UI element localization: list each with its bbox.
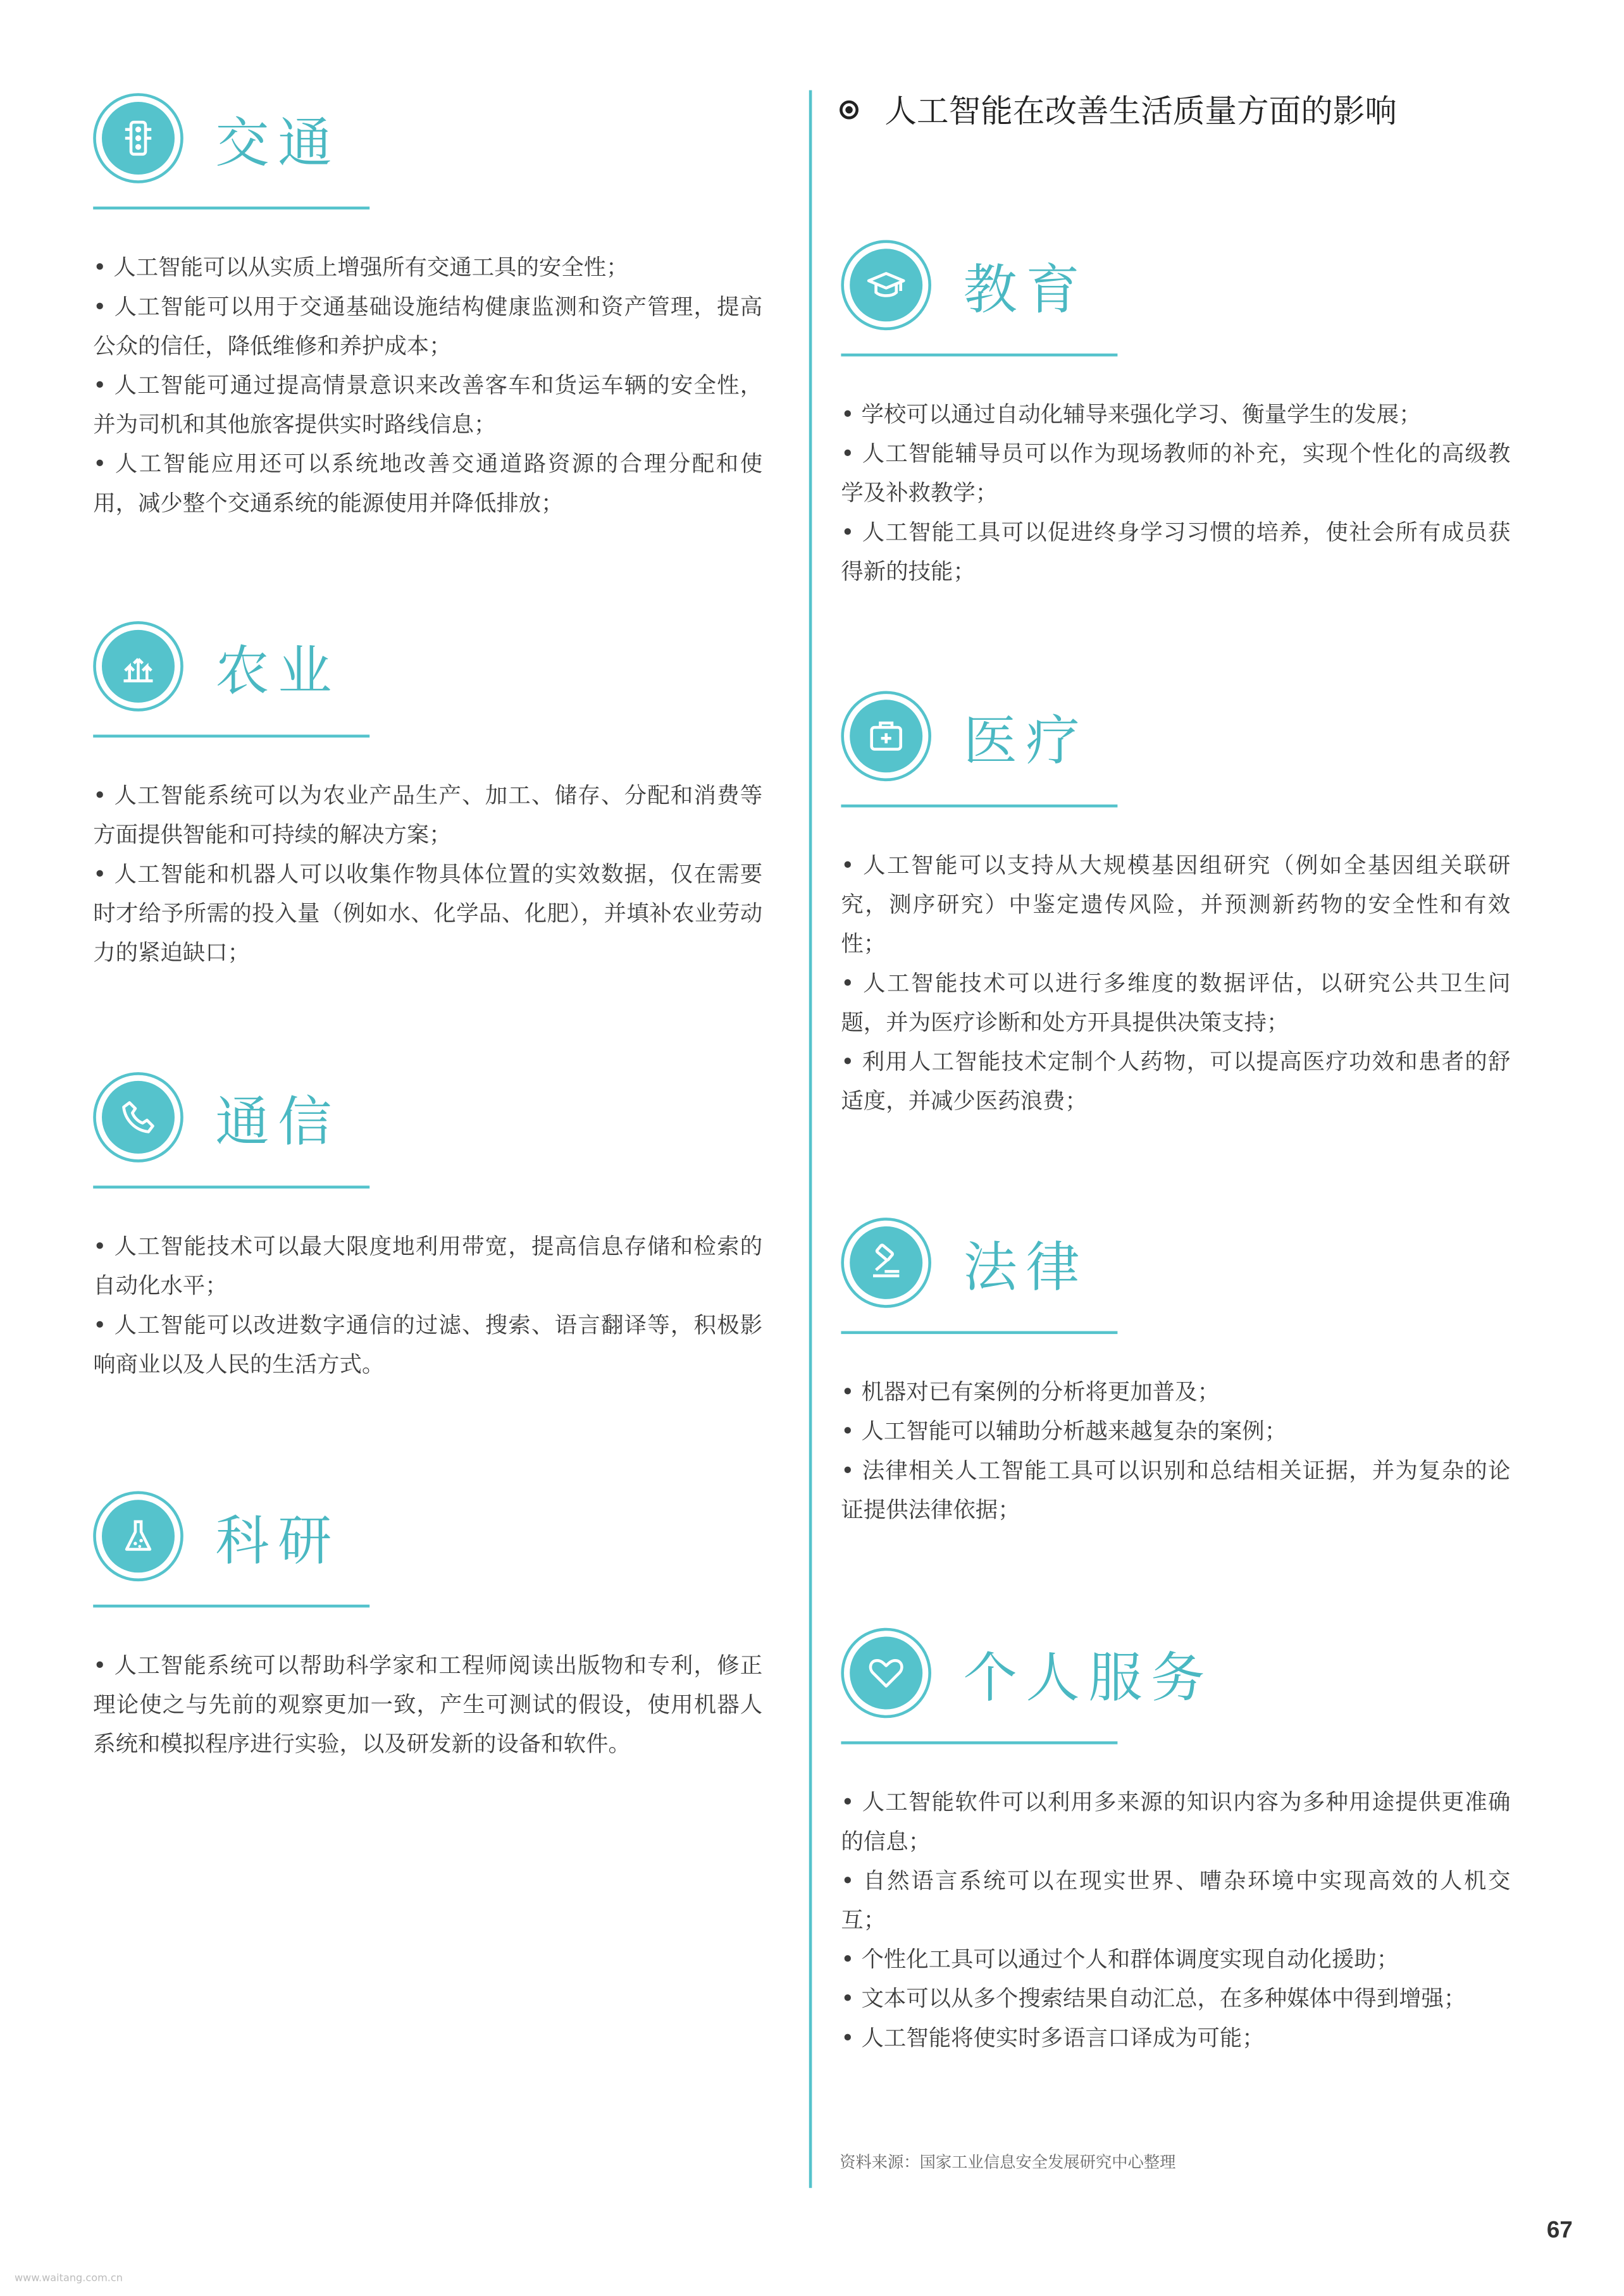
graduation-cap-icon [841, 240, 931, 331]
section-rule [841, 805, 1117, 808]
section-rule [841, 1331, 1117, 1335]
gavel-icon [841, 1218, 931, 1308]
list-item: • 法律相关人工智能工具可以识别和总结相关证据，并为复杂的论证提供法律依据； [841, 1457, 1511, 1524]
section-rule [93, 207, 369, 210]
medical-kit-icon [841, 691, 931, 782]
list-item: • 人工智能和机器人可以收集作物具体位置的实效数据，仅在需要时才给予所需的投入量（例如水、化学品、化肥），并填补农业劳动力的紧迫缺口； [93, 861, 763, 966]
flask-icon [93, 1491, 183, 1582]
list-item: • 学校可以通过自动化辅导来强化学习、衡量学生的发展； [841, 401, 1422, 428]
list-item: • 人工智能工具可以促进终身学习习惯的培养，使社会所有成员获得新的技能； [841, 519, 1511, 585]
section-rule [93, 735, 369, 738]
list-item: • 人工智能技术可以进行多维度的数据评估，以研究公共卫生问题，并为医疗诊断和处方开具提供决策支持； [841, 970, 1511, 1036]
bullet-list [93, 249, 762, 524]
phone-icon [93, 1072, 183, 1163]
section-rule [93, 1186, 369, 1189]
list-item: • 人工智能可以支持从大规模基因组研究（例如全基因组关联研究，测序研究）中鉴定遗传风险，并预测新药物的安全性和有效性； [841, 852, 1511, 958]
section-title: 农业 [215, 640, 341, 703]
list-item: • 人工智能可以辅助分析越来越复杂的案例； [841, 1418, 1287, 1445]
traffic-light-icon [93, 93, 183, 183]
bullet-list [841, 396, 1510, 593]
list-item: • 人工智能系统可以为农业产品生产、加工、储存、分配和消费等方面提供智能和可持续的解决方案； [93, 782, 763, 848]
column-divider [809, 90, 812, 2188]
bullet-list [841, 1784, 1510, 2059]
list-item: • 人工智能系统可以帮助科学家和工程师阅读出版物和专利，修正理论使之与先前的观察更加一致，产生可测试的假设，使用机器人系统和模拟程序进行实验，以及研发新的设备和软件。 [93, 1652, 763, 1758]
list-item: • 文本可以从多个搜索结果自动汇总，在多种媒体中得到增强； [841, 1985, 1466, 2012]
section-agriculture [93, 619, 791, 973]
section-transport [93, 90, 791, 524]
bullet-list [841, 1373, 1510, 1530]
heart-icon [841, 1628, 931, 1719]
bullet-list [841, 847, 1510, 1122]
list-item: • 人工智能可以改进数字通信的过滤、搜索、语言翻译等，积极影响商业以及人民的生活方式。 [93, 1312, 763, 1378]
list-item: • 人工智能可以从实质上增强所有交通工具的安全性； [93, 254, 629, 281]
list-item: • 人工智能技术可以最大限度地利用带宽，提高信息存储和检索的自动化水平； [93, 1233, 763, 1299]
plant-icon [93, 621, 183, 712]
section-title: 法律 [963, 1237, 1089, 1299]
section-rule [93, 1605, 369, 1608]
section-communication [93, 1070, 791, 1385]
list-item: • 人工智能软件可以利用多来源的知识内容为多种用途提供更准确的信息； [841, 1789, 1511, 1855]
section-education [841, 237, 1539, 592]
section-rule [841, 354, 1117, 357]
watermark: www.waitang.com.cn [15, 2272, 123, 2284]
section-rule [841, 1741, 1117, 1744]
bullet-list [93, 777, 762, 973]
list-item: • 人工智能可以用于交通基础设施结构健康监测和资产管理，提高公众的信任，降低维修和养护成本； [93, 293, 763, 360]
header-bullet-icon [840, 101, 858, 120]
bullet-list [93, 1228, 762, 1385]
section-title: 教育 [963, 259, 1089, 322]
list-item: • 人工智能可通过提高情景意识来改善客车和货运车辆的安全性，并为司机和其他旅客提供实时路线信息； [93, 372, 763, 438]
section-personal-services [841, 1625, 1539, 2058]
list-item: • 机器对已有案例的分析将更加普及； [841, 1379, 1220, 1405]
source-note: 资料来源：国家工业信息安全发展研究中心整理 [840, 2153, 1176, 2172]
list-item: • 自然语言系统可以在现实世界、嘈杂环境中实现高效的人机交互； [841, 1868, 1511, 1934]
bullet-list [93, 1647, 762, 1765]
section-title: 科研 [215, 1510, 341, 1573]
section-title: 个人服务 [963, 1646, 1214, 1710]
section-title: 医疗 [963, 710, 1089, 773]
list-item: • 人工智能将使实时多语言口译成为可能； [841, 2025, 1265, 2051]
section-research [93, 1488, 791, 1765]
section-healthcare [841, 688, 1539, 1121]
section-title: 交通 [215, 112, 341, 175]
page-number: 67 [1546, 2218, 1573, 2244]
page-header [840, 87, 1397, 132]
list-item: • 利用人工智能技术定制个人药物，可以提高医疗功效和患者的舒适度，并减少医药浪费； [841, 1049, 1511, 1114]
section-title: 通信 [215, 1091, 341, 1154]
list-item: • 人工智能应用还可以系统地改善交通道路资源的合理分配和使用，减少整个交通系统的能源使用并降低排放； [93, 451, 763, 517]
list-item: • 个性化工具可以通过个人和群体调度实现自动化援助； [841, 1946, 1399, 1973]
list-item: • 人工智能辅导员可以作为现场教师的补充，实现个性化的高级教学及补救教学； [841, 440, 1511, 507]
page-title: 人工智能在改善生活质量方面的影响 [884, 94, 1398, 131]
section-law [841, 1215, 1539, 1531]
